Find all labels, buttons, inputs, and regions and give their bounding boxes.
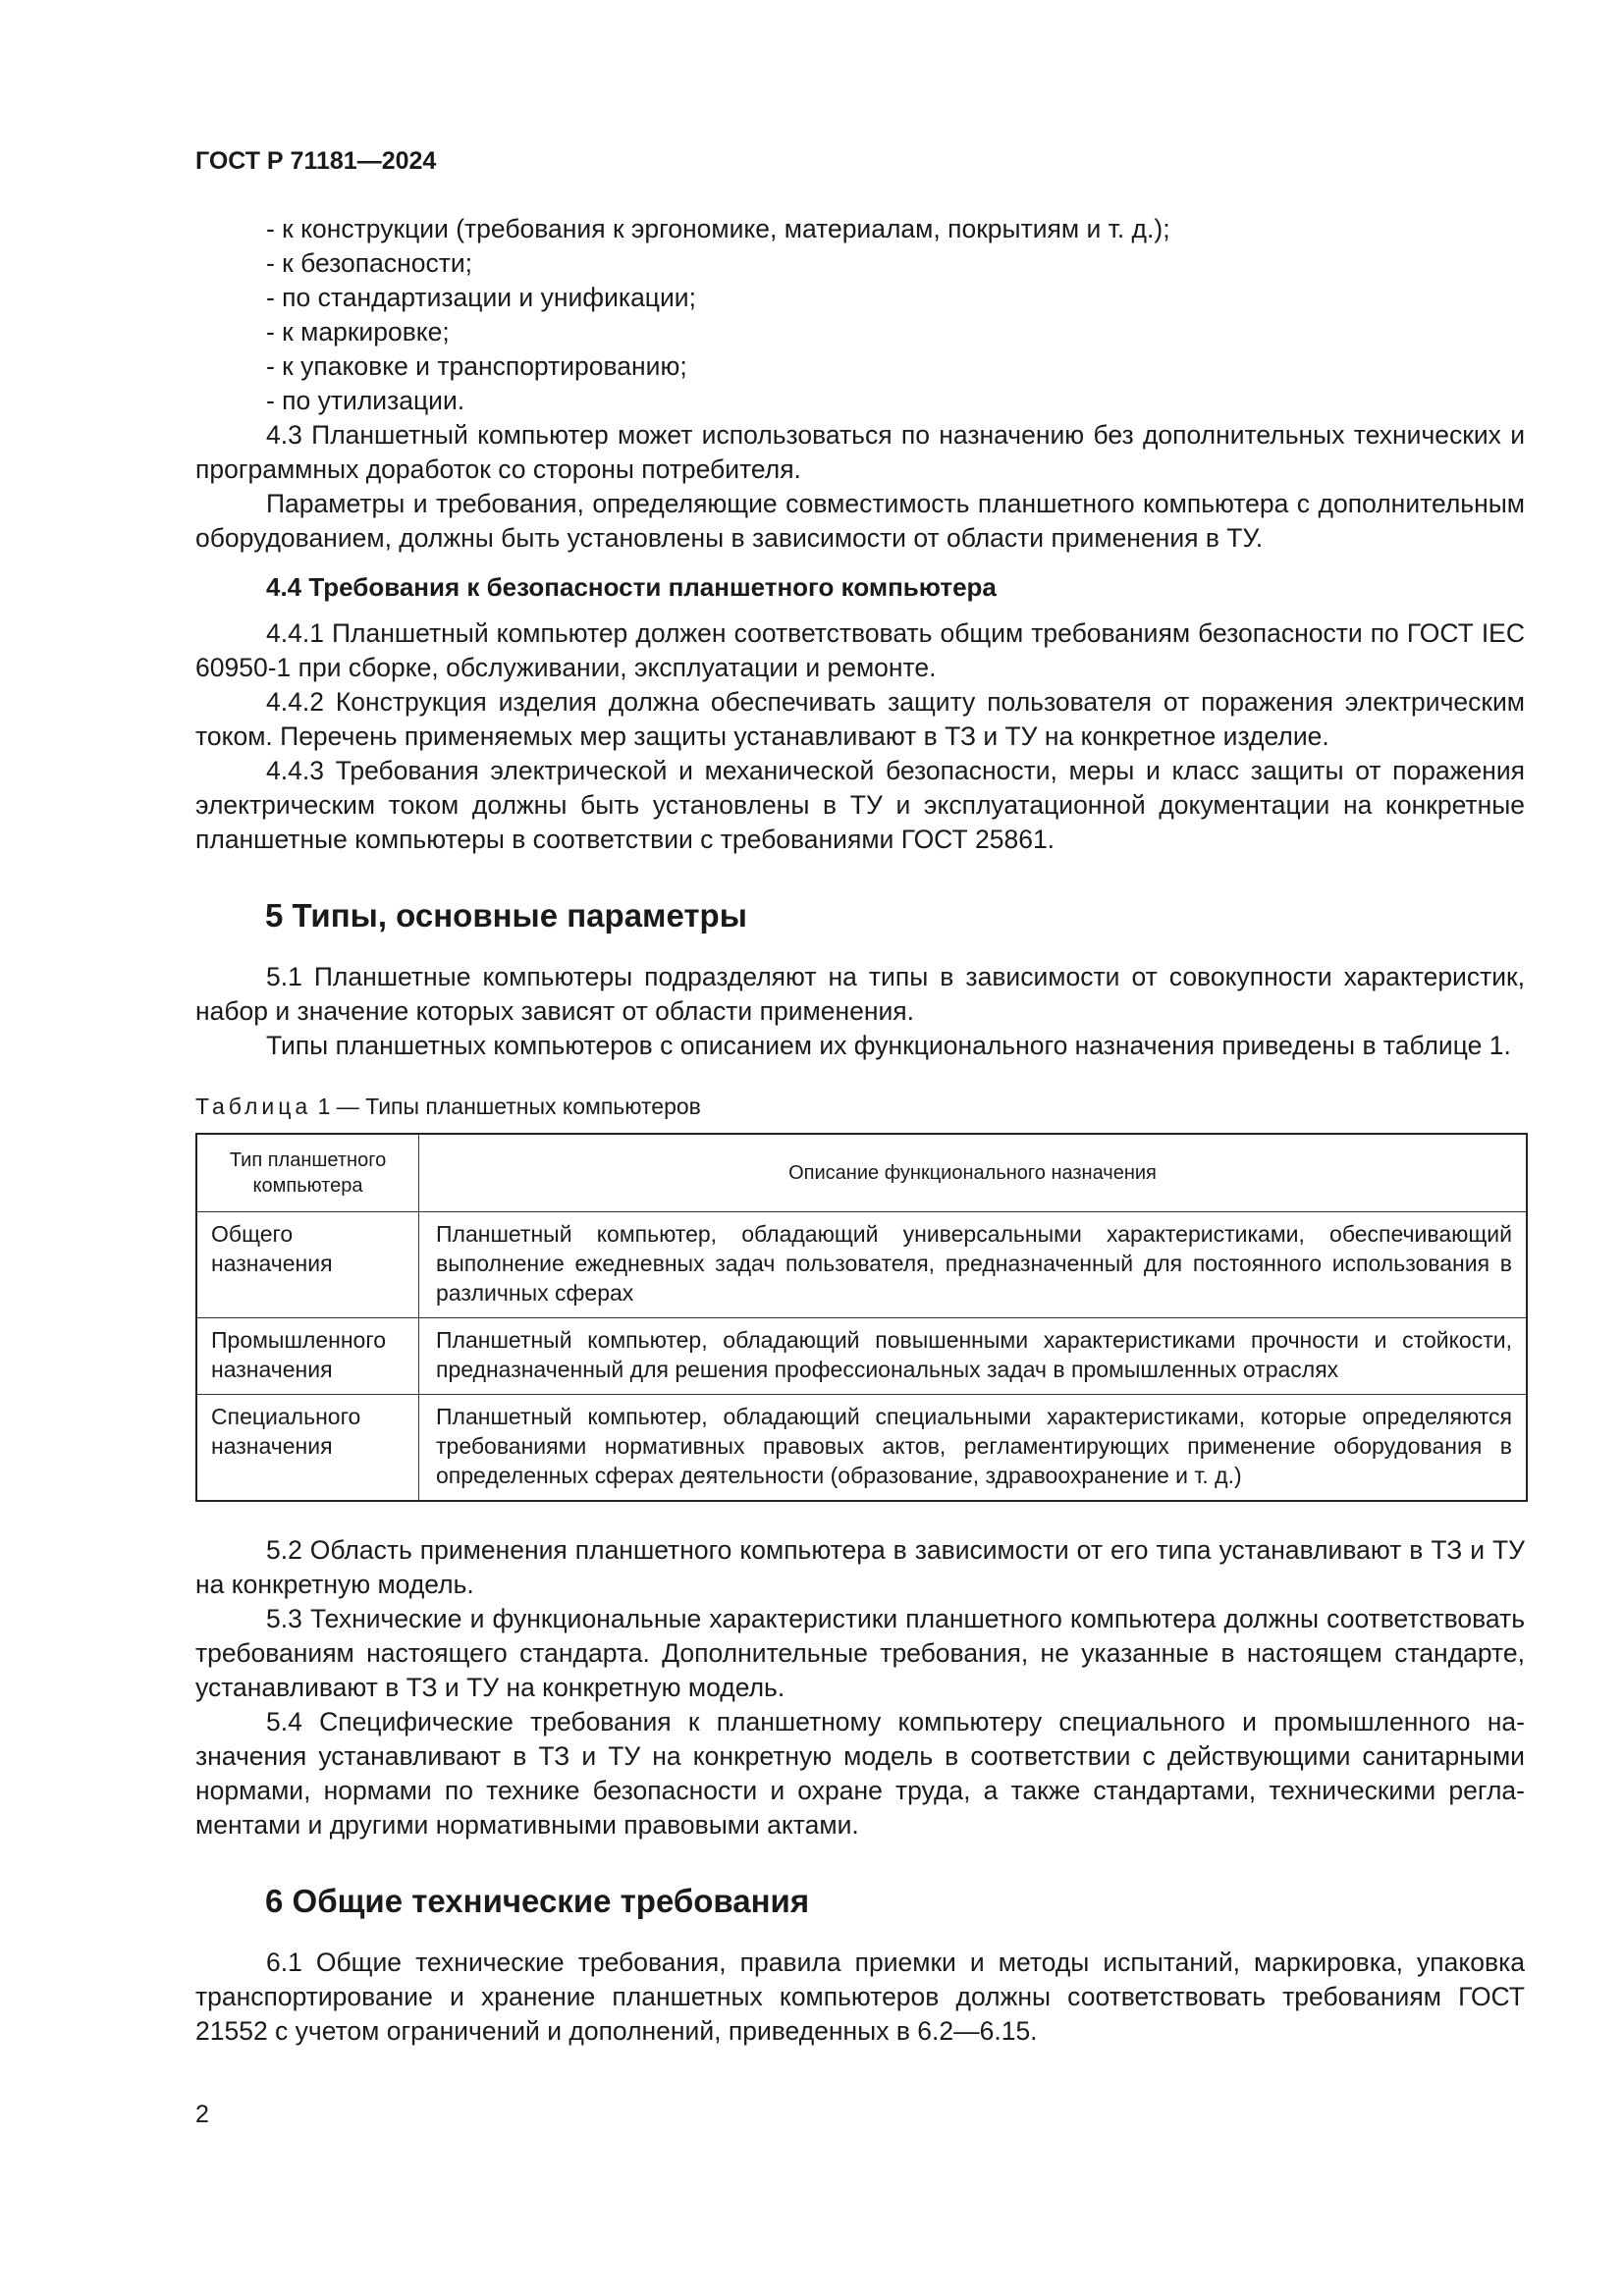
subsection-heading-4-4: 4.4 Требования к безопасности планшетного компьютера [266, 572, 997, 602]
paragraph-5-1: 5.1 Планшетные компьютеры подразделяют на типы в зависимости от совокупности характеристик, набор и значение которых зависят от области применения. [195, 962, 1525, 1026]
table-cell-type: Промышленного назначения [196, 1318, 419, 1395]
table-row [196, 1318, 1527, 1395]
paragraph-5-4: 5.4 Специфические требования к планшетному компьютеру специального и промышленного назначения устанавливают в ТЗ и ТУ на конкретную модель в соответствии с действующими санитарными нормами, нормами по технике безопасности и охране труда, а также стандартами, техническими регламентами и другими нормативными правовыми актами. [195, 1707, 1525, 1840]
paragraph-5-1-table-ref: Типы планшетных компьютеров с описанием их функционального назначения приведены в таблице 1. [266, 1031, 1511, 1060]
list-item: - к безопасности; [266, 248, 473, 278]
page-number: 2 [195, 2101, 209, 2128]
document-page [195, 145, 1525, 2049]
paragraph-6-1: 6.1 Общие технические требования, правила приемки и методы испытаний, маркировка, упаковка транспортирование и хранение планшетных компьютеров должны соответствовать требованиям ГОСТ 21552 с учетом ограничений и дополнений, приведенных в 6.2—6.15. [195, 1948, 1525, 2046]
paragraph-5-2: 5.2 Область применения планшетного компьютера в зависимости от его типа устанавливают в ТЗ и ТУ на конкретную модель. [195, 1535, 1525, 1599]
table-caption [195, 1092, 1525, 1121]
paragraph-4-4-2: 4.4.2 Конструкция изделия должна обеспечивать защиту пользователя от поражения электрическим током. Перечень применяемых мер защиты устанавливают в ТЗ и ТУ на конкретное изделие. [195, 687, 1525, 751]
table-cell-description: Планшетный компьютер, обладающий универсальными характеристиками, обеспечивающий выполнение ежедневных задач пользователя, предназначенный для постоянного использования в различных сферах [419, 1212, 1528, 1318]
paragraph-4-4-1: 4.4.1 Планшетный компьютер должен соответствовать общим требованиям безопасности по ГОСТ IEC 60950-1 при сборке, обслуживании, эксплуатации и ремонте. [195, 618, 1525, 682]
list-item: - к маркировке; [266, 317, 450, 347]
table-header-description: Описание функционального назначения [419, 1134, 1528, 1212]
table-cell-description: Планшетный компьютер, обладающий специальными характеристиками, которые определяются требованиями нормативных правовых актов, регламентирующих применение оборудования в определенных сферах деятельности (образование, здравоохранение и т. д.) [419, 1395, 1528, 1502]
requirements-list [195, 212, 1525, 418]
table-cell-description: Планшетный компьютер, обладающий повышенными характеристиками прочности и стойкости, предназначенный для решения профессиональных задач в промышленных отраслях [419, 1318, 1528, 1395]
document-code: ГОСТ Р 71181—2024 [195, 147, 437, 175]
paragraph-4-3: 4.3 Планшетный компьютер может использоваться по назначению без дополнительных технических и программных доработок со стороны потребителя. [195, 420, 1525, 484]
table-header-row [196, 1134, 1527, 1212]
section-heading-5: 5 Типы, основные параметры [265, 897, 747, 934]
list-item: - по стандартизации и унификации; [266, 283, 696, 312]
table-cell-type: Общего назначения [196, 1212, 419, 1318]
table-caption-title: 1 — Типы планшетных компьютеров [311, 1094, 701, 1119]
table-caption-label: Таблица [195, 1094, 312, 1119]
paragraph-4-3-compatibility: Параметры и требования, определяющие совместимость планшетного компьютера с дополнительным оборудованием, должны быть установлены в зависимости от области применения в ТУ. [195, 489, 1525, 553]
list-item: - к упаковке и транспортированию; [266, 351, 687, 381]
table-cell-type: Специального назначения [196, 1395, 419, 1502]
section-heading-6: 6 Общие технические требования [265, 1883, 810, 1919]
types-table [195, 1133, 1528, 1502]
list-item: - к конструкции (требования к эргономике, материалам, покрытиям и т. д.); [266, 214, 1170, 243]
paragraph-5-3: 5.3 Технические и функциональные характеристики планшетного компьютера должны соответствовать требованиям настоящего стандарта. Дополнительные требования, не указанные в настоящем стандарте, устанавливают в ТЗ и ТУ на конкретную модель. [195, 1604, 1525, 1702]
table-row [196, 1212, 1527, 1318]
list-item: - по утилизации. [266, 386, 465, 415]
table-header-type: Тип планшетного компьютера [196, 1134, 419, 1212]
table-row [196, 1395, 1527, 1502]
paragraph-4-4-3: 4.4.3 Требования электрической и механической безопасности, меры и класс защиты от поражения электрическим током должны быть установлены в ТУ и эксплуатационной документации на конкретные планшетные компьютеры в соответствии с требованиями ГОСТ 25861. [195, 756, 1525, 854]
